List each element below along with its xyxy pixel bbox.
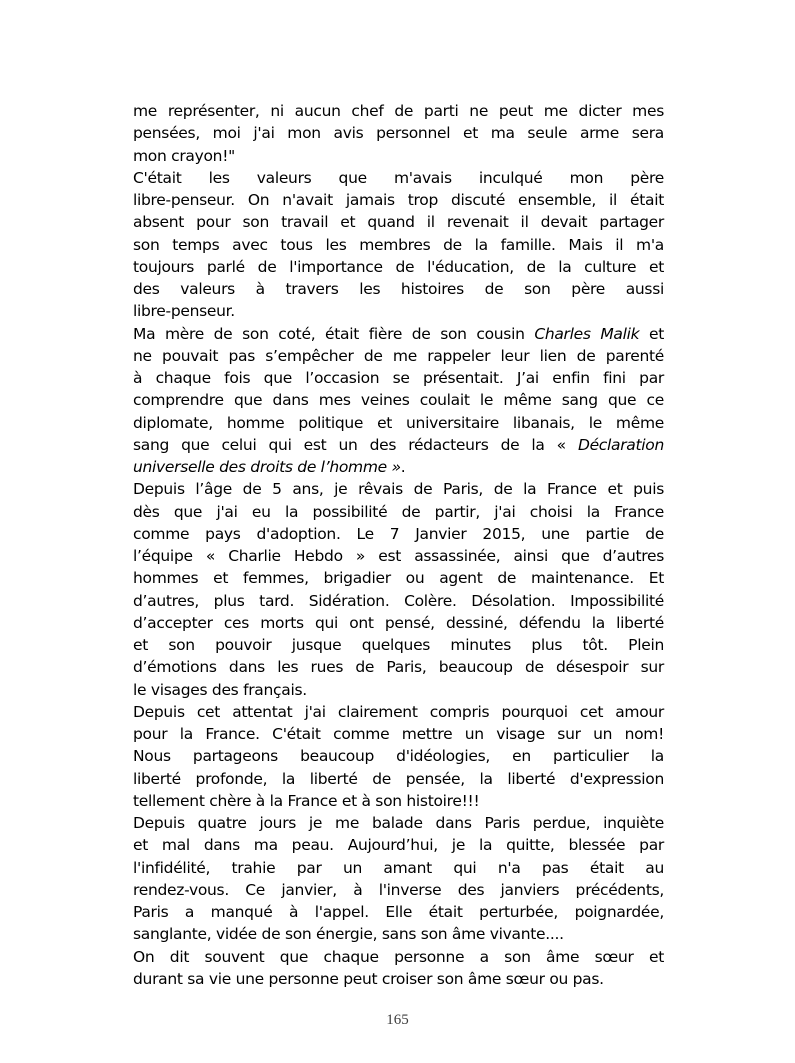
text-line [133,434,664,456]
text-run: Depuis quatre jours je me balade dans Paris perdue, inquiète [133,814,664,832]
text-line [133,211,664,233]
text-run: tellement chère à la France et à son histoire!!! [133,791,480,810]
text-line [133,501,664,523]
text-run: rendez-vous. Ce janvier, à l'inverse des janviers précédents, [133,880,664,899]
text-run: le visages des français. [133,680,307,699]
text-line [133,122,664,144]
text-run: pour la France. C'était comme mettre un visage sur un nom! [133,725,664,743]
text-line [133,545,664,567]
text-line [133,656,664,678]
text-run: diplomate, homme politique et universitaire libanais, le même [133,413,664,432]
text-line [133,100,664,122]
text-line [133,612,664,634]
text-line [133,567,664,589]
text-run: Depuis l’âge de 5 ans, je rêvais de Paris, de la France et puis [133,480,664,499]
text-line [133,701,664,723]
text-line [133,968,664,990]
text-run: Paris a manqué à l'appel. Elle était perturbée, poignardée, [133,903,664,921]
text-run: durant sa vie une personne peut croiser son âme sœur ou pas. [133,969,604,988]
text-line [133,901,664,923]
text-run: comme pays d'adoption. Le 7 Janvier 2015, une partie de [133,524,664,543]
text-run: liberté profonde, la liberté de pensée, la liberté d'expression [133,769,664,788]
text-run: l'infidélité, trahie par un amant qui n'a pas était au [133,858,664,877]
text-run: toujours parlé de l'importance de l'éducation, de la culture et [133,257,664,276]
text-line [133,145,664,167]
text-line [133,812,664,834]
text-line [133,389,664,411]
text-line [133,946,664,968]
text-run: des valeurs à travers les histoires de son père aussi [133,280,664,298]
text-run: hommes et femmes, brigadier ou agent de maintenance. Et [133,569,664,588]
text-run: d’autres, plus tard. Sidération. Colère. Désolation. Impossibilité [133,591,664,610]
text-line [133,523,664,545]
text-run: mon crayon!" [133,146,235,165]
italic-text-run: Déclaration [577,435,664,454]
text-line [133,367,664,389]
text-run: me représenter, ni aucun chef de parti ne peut me dicter mes [133,102,664,120]
text-line [133,300,664,322]
text-line [133,234,664,256]
text-line [133,412,664,434]
text-line [133,167,664,189]
text-line [133,923,664,945]
text-line [133,323,664,345]
text-run: Nous partageons beaucoup d'idéologies, en particulier la [133,747,664,766]
italic-text-run: universelle des droits de l’homme » [133,458,401,476]
text-run: comprendre que dans mes veines coulait le même sang que ce [133,391,664,410]
text-line [133,768,664,790]
text-run: C'était les valeurs que m'avais inculqué mon père [133,168,664,187]
text-run: et son pouvoir jusque quelques minutes plus tôt. Plein [133,636,664,654]
text-run: pensées, moi j'ai mon avis personnel et ma seule arme sera [133,124,664,143]
text-run: sanglante, vidée de son énergie, sans son âme vivante.... [133,925,564,944]
text-line [133,834,664,856]
text-line [133,679,664,701]
text-run: l’équipe « Charlie Hebdo » est assassinée, ainsi que d’autres [133,547,664,565]
text-line [133,790,664,812]
text-run: d’accepter ces morts qui ont pensé, dessiné, défendu la liberté [133,613,664,632]
text-run: dès que j'ai eu la possibilité de partir, j'ai choisi la France [133,502,664,521]
text-line [133,456,664,478]
text-run: et [639,324,664,343]
text-run: libre-penseur. [133,302,235,321]
text-run: son temps avec tous les membres de la famille. Mais il m'a [133,235,664,254]
text-line [133,256,664,278]
text-run: . [400,458,406,476]
text-line [133,478,664,500]
text-run: absent pour son travail et quand il revenait il devait partager [133,213,664,232]
text-run: sang que celui qui est un des rédacteurs de la « [133,435,578,454]
text-line [133,879,664,901]
text-run: et mal dans ma peau. Aujourd’hui, je la quitte, blessée par [133,836,664,855]
text-run: à chaque fois que l’occasion se présentait. J’ai enfin fini par [133,369,664,387]
text-run: libre-penseur. On n'avait jamais trop discuté ensemble, il était [133,191,664,209]
text-line [133,189,664,211]
text-line [133,857,664,879]
italic-text-run: Charles Malik [534,324,640,343]
text-line [133,634,664,656]
text-line [133,590,664,612]
text-run: Depuis cet attentat j'ai clairement compris pourquoi cet amour [133,702,664,721]
text-line [133,345,664,367]
text-line [133,278,664,300]
text-line [133,745,664,767]
text-run: d’émotions dans les rues de Paris, beaucoup de désespoir sur [133,658,664,677]
body-text [133,100,664,990]
text-run: ne pouvait pas s’empêcher de me rappeler leur lien de parenté [133,346,664,365]
page-number: 165 [386,1012,409,1028]
text-run: Ma mère de son coté, était fière de son cousin [133,324,535,343]
text-run: On dit souvent que chaque personne a son âme sœur et [133,947,664,966]
text-line [133,723,664,745]
